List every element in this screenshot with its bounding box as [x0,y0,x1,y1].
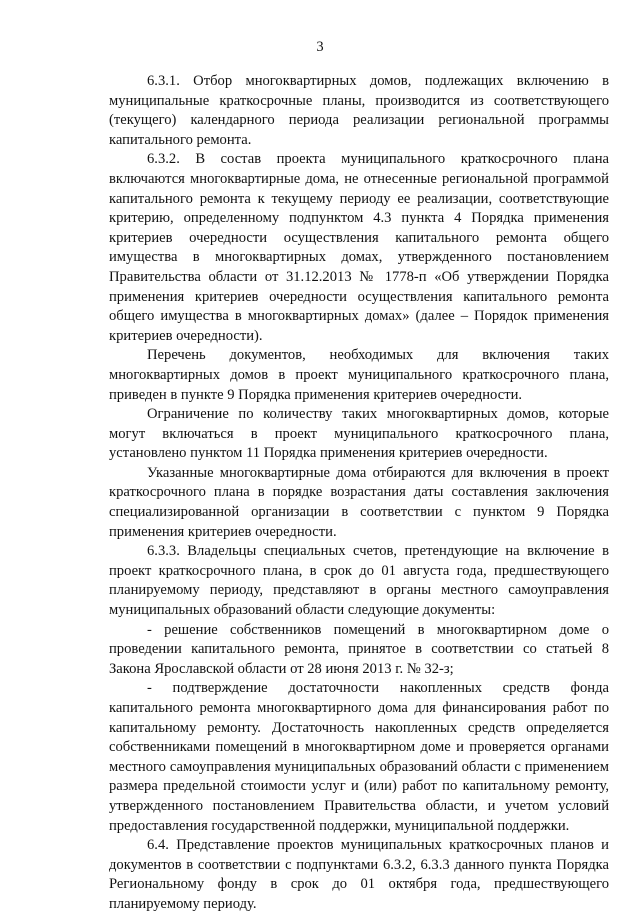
paragraph-selection-order: Указанные многоквартирные дома отбираются для включения в проект краткосрочного плана в порядке возрастания даты составления заключения специализированной организации в соответствии с пунктом 9 Порядка применения критериев очередности. [109,464,609,540]
paragraph-6-3-2: 6.3.2. В состав проекта муниципального краткосрочного плана включаются многоквартирные дома, не отнесенные региональной программой капитального ремонта к текущему периоду ее реализации, соответствующие критерию, определенному подпунктом 4.3 пункта 4 Порядка применения критериев очередности осуществления капитального ремонта общего имущества в многоквартирных домах, утвержденного постановлением Правительства области от 31.12.2013 № 1778-п «Об утверждении Порядка применения критериев очередности осуществления капитального ремонта общего имущества в многоквартирных домах» (далее – Порядок применения критериев очередности). [109,151,609,344]
paragraph-6-3-3: 6.3.3. Владельцы специальных счетов, претендующие на включение в проект краткосрочного плана, в срок до 01 августа года, предшествующего планируемому периоду, представляют в органы местного самоуправления муниципальных образований области следующие документы: [109,543,609,619]
paragraph-owners-decision: - решение собственников помещений в многоквартирном доме о проведении капитального ремонта, принятое в соответствии со статьей 8 Закона Ярославской области от 28 июня 2013 г. № 32-з; [109,621,609,677]
document-body [109,72,609,915]
page-number: 3 [316,39,324,55]
paragraph-6-4: 6.4. Представление проектов муниципальных краткосрочных планов и документов в соответствии с подпунктами 6.3.2, 6.3.3 данного пункта Порядка Региональному фонду в срок до 01 октября года, предшествующего планируемому периоду. [109,837,609,912]
paragraph-documents-list: Перечень документов, необходимых для включения таких многоквартирных домов в проект муниципального краткосрочного плана, приведен в пункте 9 Порядка применения критериев очередности. [109,347,609,403]
paragraph-6-3-1: 6.3.1. Отбор многоквартирных домов, подлежащих включению в муниципальные краткосрочные планы, производится из соответствующего (текущего) календарного периода реализации региональной программы капитального ремонта. [109,73,609,148]
paragraph-limit: Ограничение по количеству таких многоквартирных домов, которые могут включаться в проект муниципального краткосрочного плана, установлено пунктом 11 Порядка применения критериев очередности. [109,406,609,462]
paragraph-funds-confirmation: - подтверждение достаточности накопленных средств фонда капитального ремонта многоквартирного дома для финансирования работ по капитальному ремонту. Достаточность накопленных средств определяется собственниками помещений в многоквартирном доме и проверяется органами местного самоуправления муниципальных образований области с применением размера предельной стоимости услуг и (или) работ по капитальному ремонту, утвержденного постановлением Правительства области, и учетом условий предоставления государственной поддержки, муниципальной поддержки. [109,680,609,834]
